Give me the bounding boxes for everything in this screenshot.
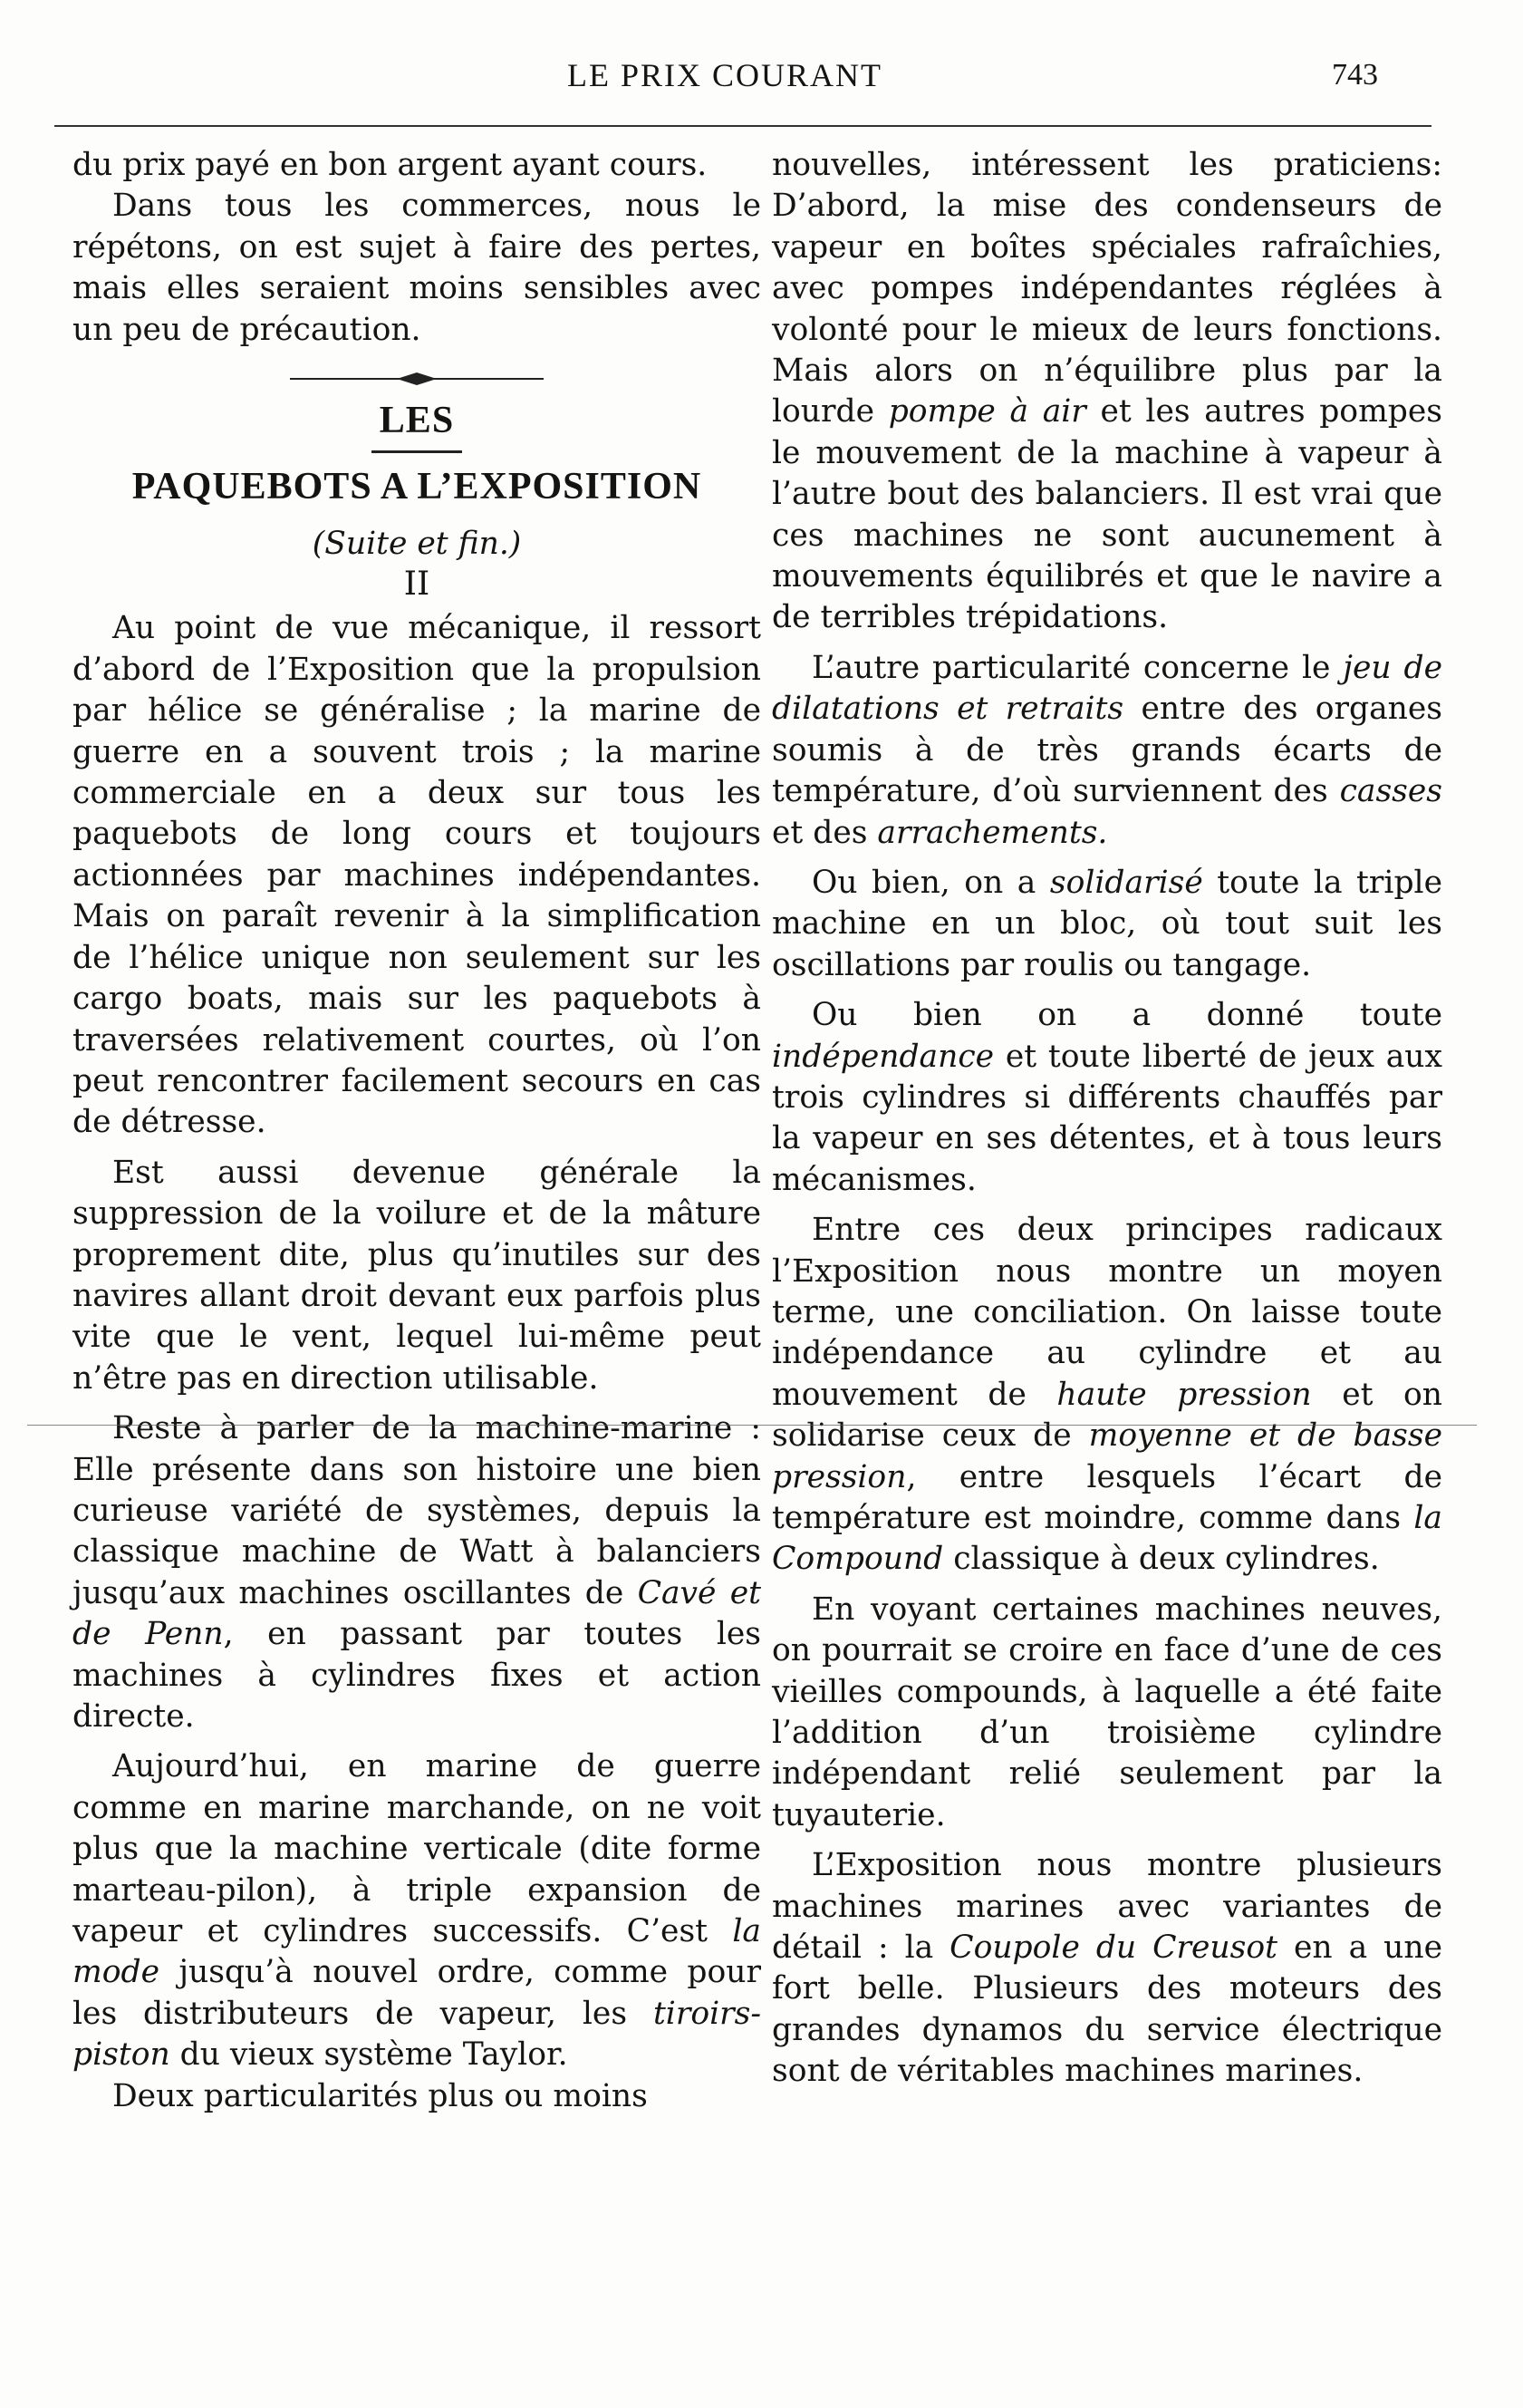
text-run: nouvelles, intéressent les praticiens: D’abord, la mise des condenseurs de vapeur en boîtes spéciales rafraîchies, avec pompes indépendantes réglées à volonté pour le mieux de leurs fonctions. Mais alors on n’équilibre plus par la lourde [772, 147, 1442, 430]
text-run: Ou bien, on a [812, 864, 1050, 901]
italic-text: Coupole du Creusot [949, 1929, 1277, 1967]
paragraph: En voyant certaines machines neuves, on pourrait se croire en face d’une de ces vieilles compounds, à laquelle a été faite l’addition d’un troisième cylindre indépendant relié seulement par la tuyauterie. [772, 1591, 1442, 1833]
headline-line: PAQUEBOTS A L’EXPOSITION [131, 466, 702, 508]
italic-text: indépendance [772, 1038, 995, 1075]
text-run: du vieux système Taylor. [169, 2036, 568, 2074]
paragraph: du prix payé en bon argent ayant cours. [72, 147, 708, 183]
text-run: Entre ces deux principes radicaux l’Exposition nous montre un moyen terme, une conciliation. On laisse toute indépendance au cylindre et au mouvement de [772, 1212, 1442, 1413]
article-headline [72, 396, 761, 511]
ornament-divider-icon [290, 369, 544, 389]
italic-text: pompe à air [888, 393, 1086, 430]
text-run: et on solidarise ceux de [772, 1376, 1442, 1455]
headline-line: LES [379, 400, 455, 442]
text-run: , en passant par toutes les machines à cylindres fixes et action directe. [72, 1616, 761, 1735]
paragraph [772, 1845, 1442, 2092]
text-run: L’autre particularité concerne le [812, 649, 1344, 686]
italic-text: tiroirs-piston [72, 1995, 761, 2074]
paragraph: Au point de vue mécanique, il ressort d’abord de l’Exposition que la propulsion par hélice se généralise ; la marine de guerre en a souvent trois ; la marine commerciale en a deux sur tous les paquebots de long cours et toujours actionnées par machines indépendantes. Mais on paraît revenir à la simplification de l’hélice unique non seulement sur les cargo boats, mais sur les paquebots à traversées relativement courtes, où l’on peut rencontrer facilement secours en cas de détresse. [72, 610, 761, 1141]
italic-text: haute pression [1056, 1376, 1312, 1413]
section-number: II [403, 566, 430, 604]
paragraph: Deux particularités plus ou moins [112, 2077, 648, 2114]
paragraph [772, 863, 1442, 986]
left-column [72, 145, 761, 2117]
text-run: et des [772, 814, 878, 851]
italic-text: arrachements. [877, 814, 1108, 851]
page-fold-line [27, 1425, 1477, 1426]
paragraph [72, 1408, 761, 1737]
paragraph [772, 145, 1442, 639]
paragraph: Est aussi devenue générale la suppression de la voilure et de la mâture proprement dite, plus qu’inutiles sur des navires allant droit devant eux parfois plus vite que le vent, lequel lui-même peut n’être pas en direction utilisable. [72, 1154, 761, 1397]
text-run: Aujourd’hui, en marine de guerre comme en marine marchande, on ne voit plus que la machine verticale (dite forme marteau-pilon), à triple expansion de vapeur et cylindres successifs. C’est [72, 1748, 761, 1950]
paragraph [72, 1746, 761, 2075]
header-rule [54, 125, 1431, 127]
page-number: 743 [1332, 58, 1378, 92]
italic-text: jeu de dilatations et retraits [772, 649, 1442, 728]
italic-text: la mode [72, 1913, 761, 1991]
text-run: toute la triple machine en un bloc, où tout suit les oscillations par roulis ou tangage. [772, 864, 1442, 983]
italic-text: la Compound [772, 1500, 1442, 1578]
subtitle: (Suite et fin.) [312, 526, 522, 563]
text-run: L’Exposition nous montre plusieurs machines marines avec variantes de détail : la [772, 1847, 1442, 1967]
italic-text: solidarisé [1049, 864, 1203, 901]
paragraph [772, 1210, 1442, 1581]
text-run: et toute liberté de jeux aux trois cylindres si différents chauffés par la vapeur en ses détentes, et à tous leurs mécanismes. [772, 1038, 1442, 1198]
paragraph [772, 648, 1442, 854]
text-run: Reste à parler de la machine-marine : Elle présente dans son histoire une bien curieuse variété de systèmes, depuis la classique machine de Watt à balanciers jusqu’aux machines oscillantes de [72, 1410, 761, 1611]
paragraph [772, 995, 1442, 1201]
text-run: et les autres pompes le mouvement de la machine à vapeur à l’autre bout des balanciers. Il est vrai que ces machines ne sont aucunement à mouvements équilibrés et que le navire a de terribles trépidations. [772, 393, 1442, 636]
running-title: LE PRIX COURANT [566, 57, 882, 93]
italic-text: moyenne et de basse pression [772, 1417, 1442, 1495]
text-run: , entre lesquels l’écart de température est moindre, comme dans [772, 1458, 1442, 1536]
text-run: Ou bien on a donné toute [812, 997, 1442, 1034]
italic-text: casses [1339, 773, 1442, 810]
paragraph: Dans tous les commerces, nous le répétons, on est sujet à faire des pertes, mais elles seraient moins sensibles avec un peu de précaution. [72, 188, 761, 348]
text-run: entre des organes soumis à de très grands écarts de température, d’où surviennent des [772, 691, 1442, 810]
headline-rule [371, 450, 462, 453]
page-header [0, 56, 1523, 111]
text-run: en a une fort belle. Plusieurs des moteurs des grandes dynamos du service électrique sont de véritables machines marines. [772, 1929, 1442, 2090]
text-run: classique à deux cylindres. [943, 1541, 1380, 1578]
italic-text: Cavé et de Penn [72, 1574, 761, 1653]
text-run: jusqu’à nouvel ordre, comme pour les distributeurs de vapeur, les [72, 1954, 761, 2032]
right-column [772, 145, 1442, 2093]
